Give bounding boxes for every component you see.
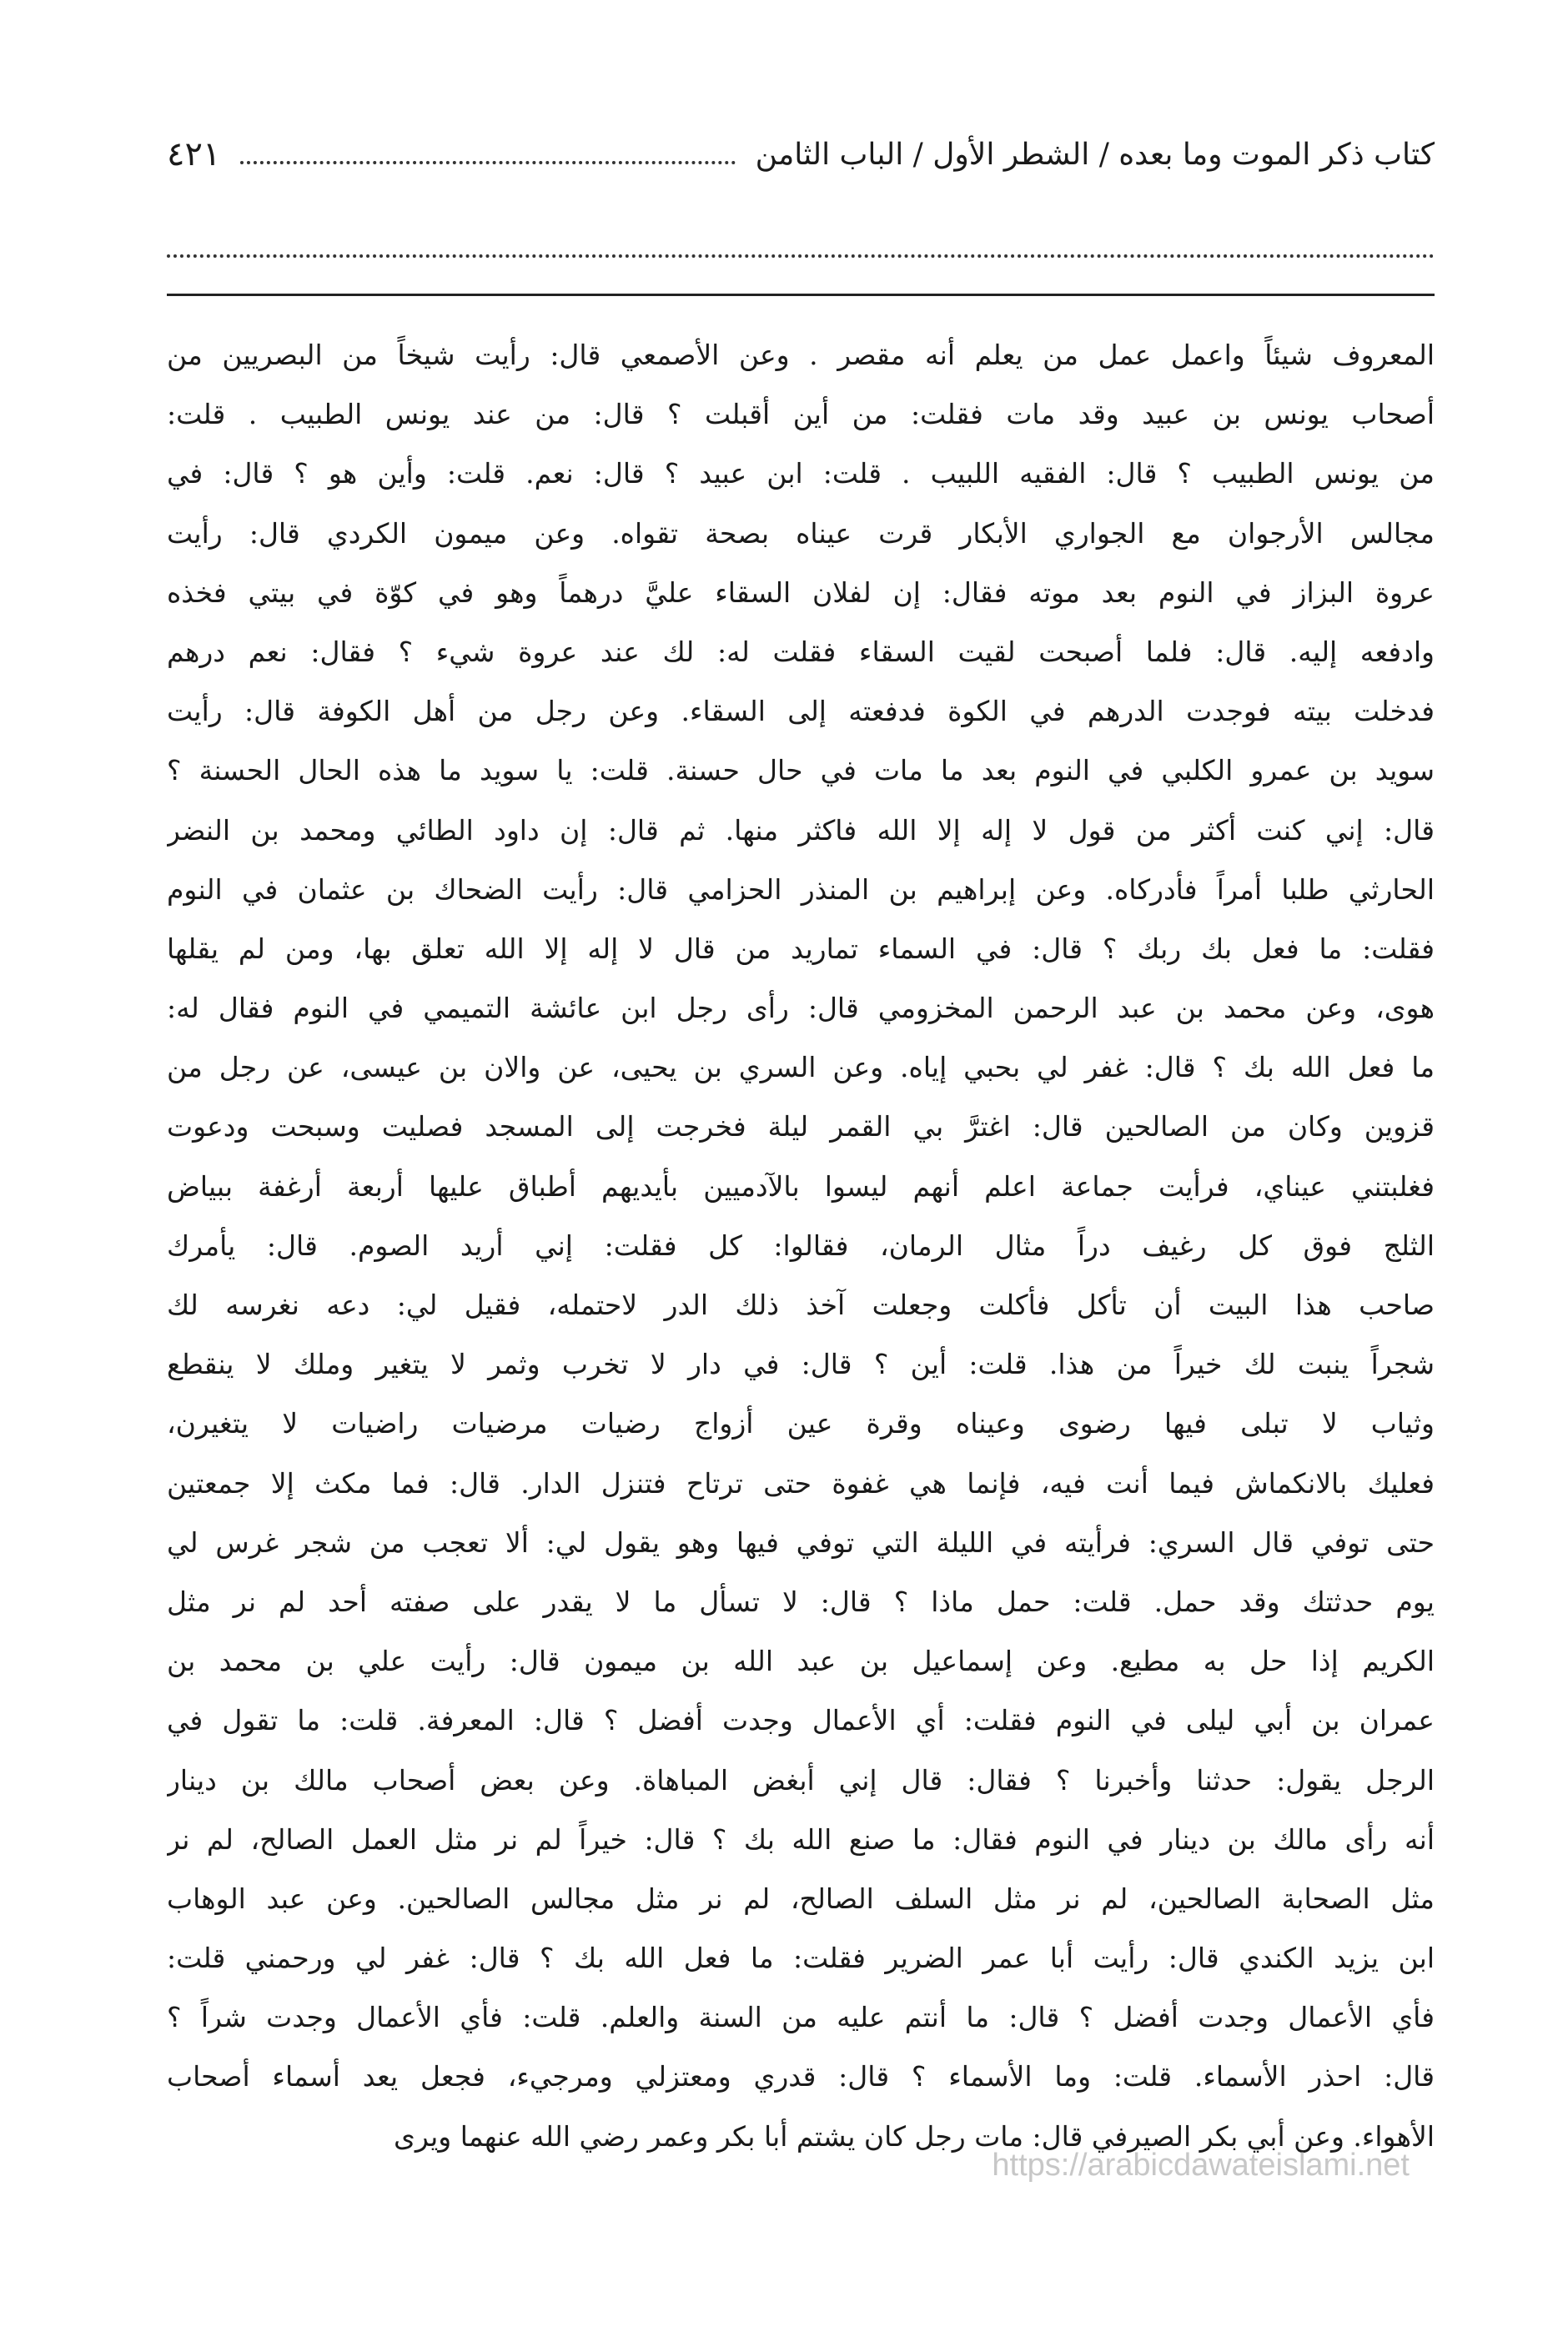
page-number: ٤٢١ xyxy=(167,135,221,173)
text-line: ما فعل الله بك ؟ قال: غفر لي بحبي إياه. وعن السري بن يحيى، عن والان بن عيسى، عن رجل من xyxy=(167,1051,1435,1084)
text-line: الأهواء. وعن أبي بكر الصيرفي قال: مات رجل كان يشتم أبا بكر وعمر رضي الله عنهما ويرى xyxy=(394,2119,1435,2153)
header-rule xyxy=(167,294,1435,296)
text-line: حتى توفي قال السري: فرأيته في الليلة التي توفي فيها وهو يقول لي: ألا تعجب من شجر غرس لي xyxy=(167,1525,1435,1559)
text-line: شجراً ينبت لك خيراً من هذا. قلت: أين ؟ قال: في دار لا تخرب وثمر لا يتغير وملك لا ينقطع xyxy=(167,1348,1435,1381)
text-line: يوم حدثتك وقد حمل. قلت: حمل ماذا ؟ قال: لا تسأل ما لا يقدر على صفته أحد لم نر مثل xyxy=(167,1585,1435,1618)
text-line: عمران بن أبي ليلى في النوم فقلت: أي الأعمال وجدت أفضل ؟ قال: المعرفة. قلت: ما تقول في xyxy=(167,1704,1435,1737)
text-line: مثل الصحابة الصالحين، لم نر مثل السلف الصالح، لم نر مثل مجالس الصالحين. وعن عبد الوهاب xyxy=(167,1882,1435,1915)
text-line: من يونس الطبيب ؟ قال: الفقيه اللبيب . قلت: ابن عبيد ؟ قال: نعم. قلت: وأين هو ؟ قال: في xyxy=(167,457,1435,490)
text-line: قال: احذر الأسماء. قلت: وما الأسماء ؟ قال: قدري ومعتزلي ومرجيء، فجعل يعد أسماء أصحاب xyxy=(167,2060,1435,2093)
text-line: وادفعه إليه. قال: فلما أصبحت لقيت السقاء فقلت له: لك عند عروة شيء ؟ فقال: نعم درهم xyxy=(167,635,1435,668)
text-line: فغلبتني عيناي، فرأيت جماعة اعلم أنهم ليسوا بالآدميين بأيديهم أطباق عليها أربعة أرغفة ببياض xyxy=(167,1169,1435,1203)
header-leader-dots xyxy=(240,161,735,164)
text-line: وثياب لا تبلى فيها رضوى وعيناه وقرة عين أزواج رضيات مرضيات راضيات لا يتغيرن، xyxy=(167,1407,1435,1440)
text-line: فأي الأعمال وجدت أفضل ؟ قال: ما أنتم عليه من السنة والعلم. قلت: فأي الأعمال وجدت شراً ؟ xyxy=(167,2001,1435,2034)
text-line: الثلج فوق كل رغيف دراً مثال الرمان، فقالوا: كل فقلت: إني أريد الصوم. قال: يأمرك xyxy=(167,1229,1435,1262)
text-line: فقلت: ما فعل بك ربك ؟ قال: في السماء تماريد من قال لا إله إلا الله تعلق بها، ومن لم يقلها xyxy=(167,932,1435,965)
text-line: الحارثي طلبا أمراً فأدركاه. وعن إبراهيم بن المنذر الحزامي قال: رأيت الضحاك بن عثمان في النوم xyxy=(167,872,1435,906)
text-line: صاحب هذا البيت أن تأكل فأكلت وجعلت آخذ ذلك الدر لاحتمله، فقيل لي: دعه نغرسه لك xyxy=(167,1289,1435,1321)
text-line: الرجل يقول: حدثنا وأخبرنا ؟ فقال: قال إني أبغض المباهاة. وعن بعض أصحاب مالك بن دينار xyxy=(167,1763,1435,1797)
text-line: أنه رأى مالك بن دينار في النوم فقال: ما صنع الله بك ؟ قال: خيراً لم نر مثل العمل الصالح، لم نر xyxy=(167,1822,1435,1856)
text-line: المعروف شيئاً واعمل عمل من يعلم أنه مقصر . وعن الأصمعي قال: رأيت شيخاً من البصريين من xyxy=(167,339,1435,371)
text-line: سويد بن عمرو الكلبي في النوم بعد ما مات في حال حسنة. قلت: يا سويد ما هذه الحال الحسنة ؟ xyxy=(167,754,1435,787)
running-title: كتاب ذكر الموت وما بعده / الشطر الأول / الباب الثامن xyxy=(755,137,1435,172)
text-line: فدخلت بيته فوجدت الدرهم في الكوة فدفعته إلى السقاء. وعن رجل من أهل الكوفة قال: رأيت xyxy=(167,695,1435,728)
text-line: أصحاب يونس بن عبيد وقد مات فقلت: من أين أقبلت ؟ قال: من عند يونس الطبيب . قلت: xyxy=(167,398,1435,431)
text-line: فعليك بالانكماش فيما أنت فيه، فإنما هي غفوة حتى ترتاح فتنزل الدار. قال: فما مكث إلا جمعتين xyxy=(167,1466,1435,1500)
text-line: ابن يزيد الكندي قال: رأيت أبا عمر الضرير فقلت: ما فعل الله بك ؟ قال: غفر لي ورحمني قلت: xyxy=(167,1942,1435,1975)
text-line: مجالس الأرجوان مع الجواري الأبكار قرت عيناه بصحة تقواه. وعن ميمون الكردي قال: رأيت xyxy=(167,516,1435,550)
dotted-separator xyxy=(167,254,1435,258)
text-line: قال: إني كنت أكثر من قول لا إله إلا الله فاكثر منها. ثم قال: إن داود الطائي ومحمد بن النضر xyxy=(167,813,1435,847)
text-line: عروة البزاز في النوم بعد موته فقال: إن لفلان السقاء عليَّ درهماً وهو في كوّة في بيتي فخذه xyxy=(167,575,1435,609)
text-line: قزوين وكان من الصالحين قال: اغترَّ بي القمر ليلة فخرجت إلى المسجد فصليت وسبحت ودعوت xyxy=(167,1110,1435,1143)
watermark-url: https://arabicdawateislami.net xyxy=(992,2148,1410,2183)
body-text xyxy=(167,325,1435,2166)
page-header xyxy=(167,125,1435,183)
text-line: هوى، وعن محمد بن عبد الرحمن المخزومي قال: رأى رجل ابن عائشة التميمي في النوم فقال له: xyxy=(167,992,1435,1025)
text-line: الكريم إذا حل به مطيع. وعن إسماعيل بن عبد الله بن ميمون قال: رأيت علي بن محمد بن xyxy=(167,1645,1435,1678)
